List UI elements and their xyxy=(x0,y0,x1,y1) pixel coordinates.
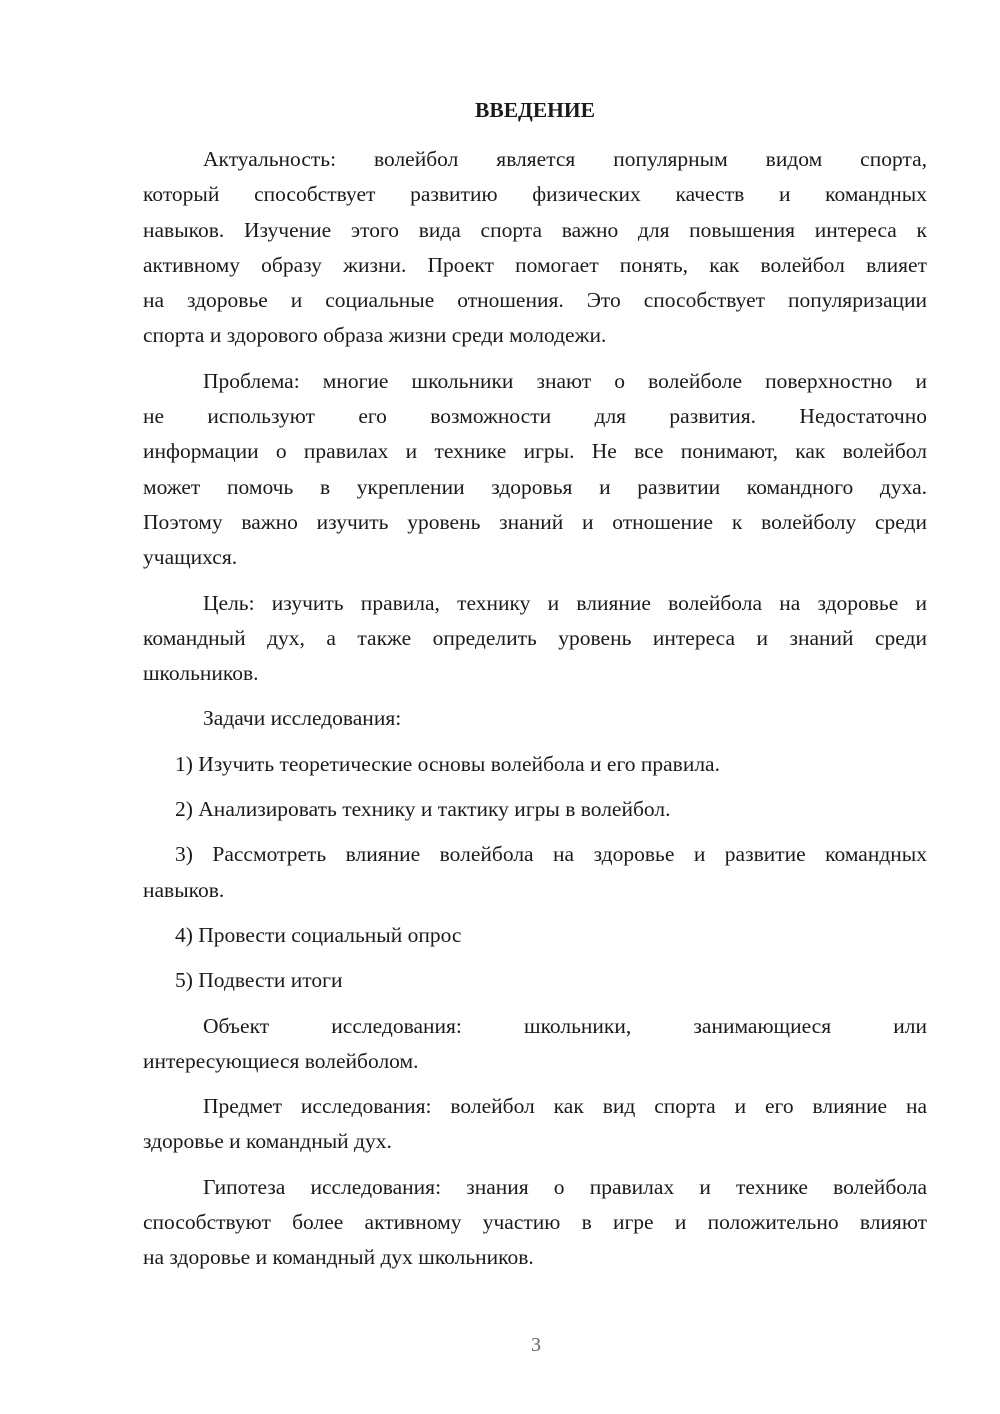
text-line: 2) Анализировать технику и тактику игры в волейбол. xyxy=(175,797,671,822)
text-line: способствуют более активному участию в игре и положительно влияют xyxy=(143,1210,927,1235)
list-item xyxy=(143,747,927,782)
text-line: Цель: изучить правила, технику и влияние волейбола на здоровье и xyxy=(203,590,927,615)
list-item xyxy=(143,918,927,953)
text-line: не используют его возможности для развития. Недостаточно xyxy=(143,404,927,429)
text-line: 3) Рассмотреть влияние волейбола на здоровье и развитие командных xyxy=(175,842,927,867)
document-body xyxy=(143,142,927,1286)
text-line: спорта и здорового образа жизни среди молодежи. xyxy=(143,323,607,348)
text-line: активному образу жизни. Проект помогает понять, как волейбол влияет xyxy=(143,252,927,277)
text-line: командный дух, а также определить уровень интереса и знаний среди xyxy=(143,625,927,650)
paragraph xyxy=(143,586,927,692)
text-line: интересующиеся волейболом. xyxy=(143,1048,419,1073)
text-line: Гипотеза исследования: знания о правилах и технике волейбола xyxy=(203,1174,927,1199)
paragraph xyxy=(143,1170,927,1276)
list-item xyxy=(143,837,927,908)
paragraph xyxy=(143,1089,927,1160)
paragraph xyxy=(143,701,927,736)
text-line: здоровье и командный дух. xyxy=(143,1129,392,1154)
text-line: 4) Провести социальный опрос xyxy=(175,922,462,947)
text-line: учащихся. xyxy=(143,545,238,570)
paragraph xyxy=(143,1009,927,1080)
list-item xyxy=(143,963,927,998)
text-line: Проблема: многие школьники знают о волейболе поверхностно и xyxy=(203,368,927,393)
paragraph xyxy=(143,142,927,354)
text-line: Актуальность: волейбол является популярным видом спорта, xyxy=(203,147,927,171)
text-line: Предмет исследования: волейбол как вид спорта и его влияние на xyxy=(203,1094,927,1119)
text-line: 5) Подвести итоги xyxy=(175,968,343,993)
text-line: школьников. xyxy=(143,661,259,686)
text-line: информации о правилах и технике игры. Не все понимают, как волейбол xyxy=(143,439,927,464)
paragraph xyxy=(143,364,927,576)
page-title: ВВЕДЕНИЕ xyxy=(475,98,595,122)
text-line: Поэтому важно изучить уровень знаний и отношение к волейболу среди xyxy=(143,509,927,534)
text-line: может помочь в укреплении здоровья и развитии командного духа. xyxy=(143,474,927,499)
text-line: на здоровье и командный дух школьников. xyxy=(143,1245,534,1270)
list-item xyxy=(143,792,927,827)
page-number: 3 xyxy=(531,1334,541,1356)
text-line: навыков. Изучение этого вида спорта важно для повышения интереса к xyxy=(143,217,927,242)
text-line: 1) Изучить теоретические основы волейбола и его правила. xyxy=(175,751,720,776)
text-line: навыков. xyxy=(143,877,225,902)
text-line: Объект исследования: школьники, занимающиеся или xyxy=(203,1013,927,1038)
text-line: на здоровье и социальные отношения. Это способствует популяризации xyxy=(143,288,927,313)
text-line: который способствует развитию физических качеств и командных xyxy=(143,182,927,207)
text-line: Задачи исследования: xyxy=(203,706,402,731)
